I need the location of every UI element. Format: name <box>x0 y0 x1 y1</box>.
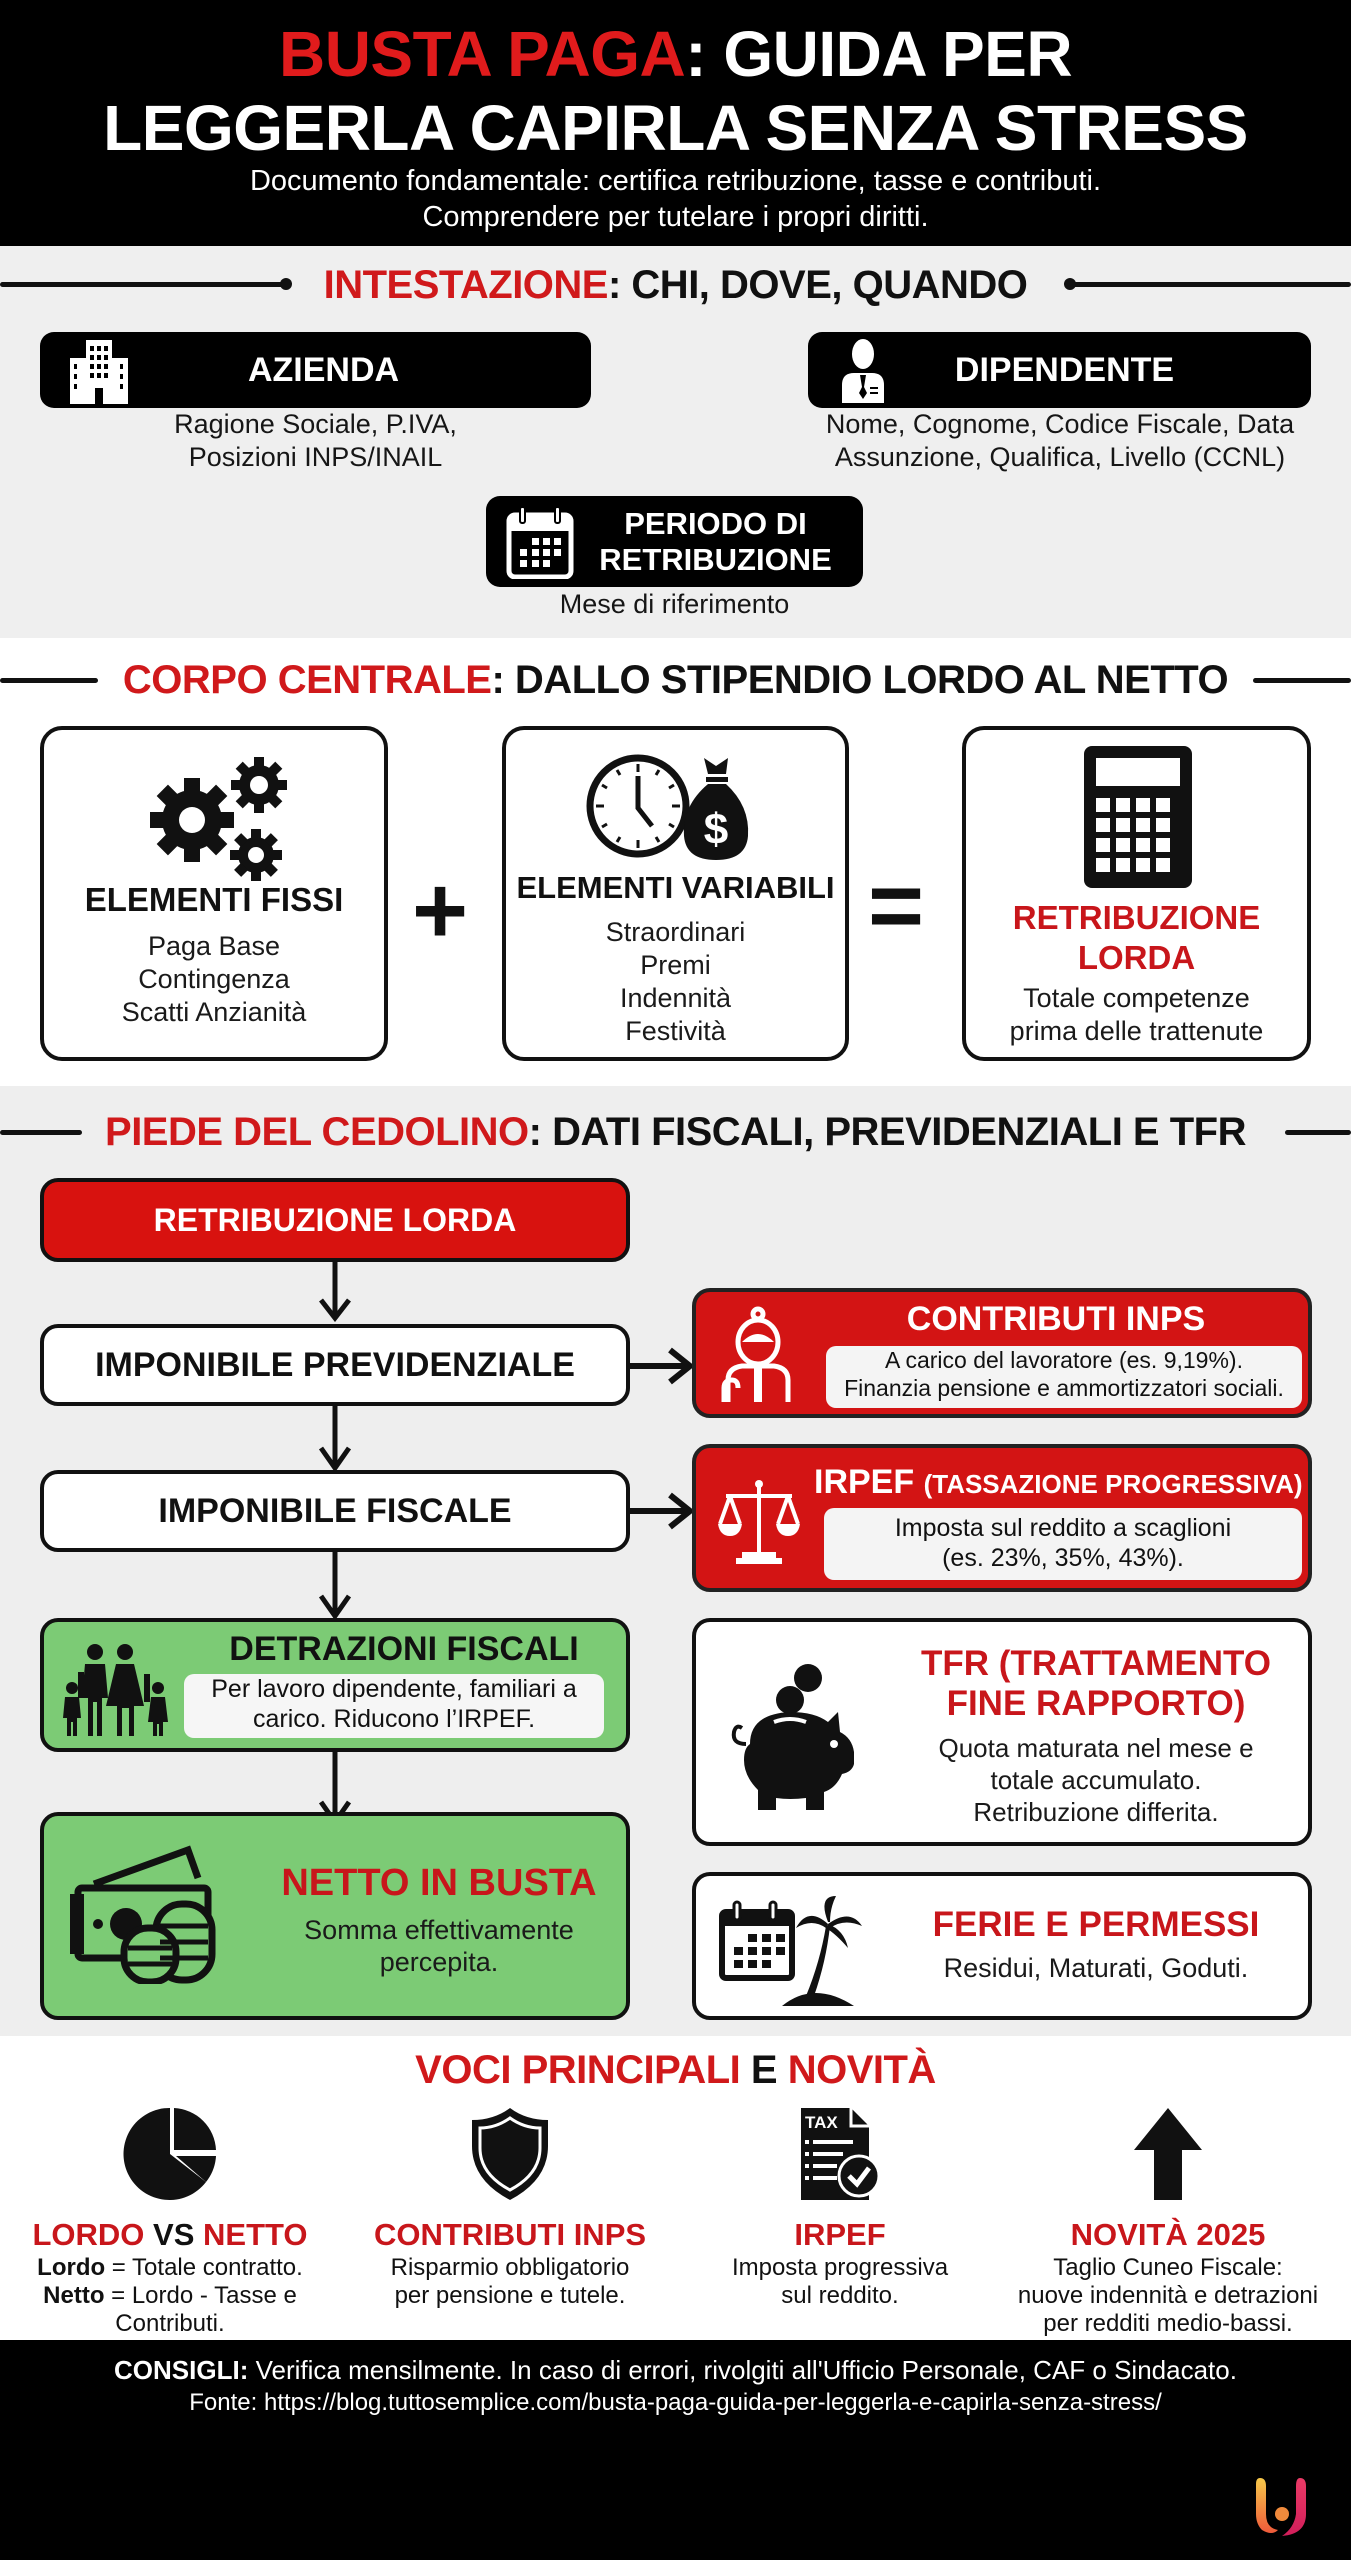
title-rest: : GUIDA PER <box>685 18 1073 90</box>
title-part: NETTO <box>203 2217 308 2252</box>
tfr-title-line2: FINE RAPPORTO) <box>946 1684 1246 1723</box>
dipendente-desc-line2: Assunzione, Qualifica, Livello (CCNL) <box>834 442 1286 472</box>
section-voci-principali <box>0 2036 1351 2340</box>
arrow-right-icon <box>630 1346 694 1386</box>
periodo-pill <box>486 496 863 587</box>
netto-title: NETTO IN BUSTA <box>281 1862 597 1904</box>
gears-icon <box>144 750 294 890</box>
elementi-fissi-list <box>44 930 384 1029</box>
dipendente-pill <box>808 332 1311 408</box>
title-part: LORDO <box>32 2217 145 2252</box>
tfr-desc-line3: Retribuzione differita. <box>973 1797 1219 1827</box>
ferie-title: FERIE E PERMESSI <box>932 1905 1260 1944</box>
tfr-desc-line1: Quota maturata nel mese e <box>938 1733 1254 1763</box>
section-title-highlight1: VOCI PRINCIPALI <box>415 2048 741 2092</box>
contributi-inps-box <box>692 1288 1312 1418</box>
irpef-desc <box>824 1508 1302 1580</box>
voce-contributi-inps <box>360 2106 660 2310</box>
section-title-highlight2: NOVITÀ <box>787 2048 936 2092</box>
retribuzione-lorda-title <box>966 898 1307 978</box>
retribuzione-lorda-title-line2: LORDA <box>1077 939 1196 976</box>
azienda-desc <box>40 408 591 474</box>
svg-text:TAX: TAX <box>805 2113 838 2132</box>
bold-term: Lordo <box>37 2254 106 2281</box>
section-title-highlight: INTESTAZIONE <box>323 263 608 307</box>
section-title <box>0 2046 1351 2094</box>
retribuzione-lorda-desc <box>966 982 1307 1048</box>
desc-line: Contributi. <box>115 2310 225 2337</box>
tax-document-icon <box>797 2106 883 2202</box>
irpef-title-main: IRPEF <box>814 1463 915 1501</box>
netto-desc-line1: Somma effettivamente <box>304 1915 574 1945</box>
page-title-line1 <box>0 18 1351 90</box>
detrazioni-desc-line1: Per lavoro dipendente, familiari a <box>211 1675 577 1703</box>
periodo-label <box>578 506 863 578</box>
voce-contributi-inps-desc <box>360 2254 660 2310</box>
flow-imponibile-fiscale: IMPONIBILE FISCALE <box>40 1470 630 1552</box>
detrazioni-desc <box>184 1674 604 1738</box>
irpef-desc-line2: (es. 23%, 35%, 43%). <box>942 1544 1184 1572</box>
contributi-inps-desc-line1: A carico del lavoratore (es. 9,19%). <box>885 1347 1243 1373</box>
desc-line <box>30 2282 310 2310</box>
tfr-title <box>896 1644 1296 1724</box>
section-intestazione <box>0 246 1351 638</box>
section-title-highlight: CORPO CENTRALE <box>122 658 492 702</box>
azienda-desc-line2: Posizioni INPS/INAIL <box>188 442 443 472</box>
list-item: Paga Base <box>147 931 281 961</box>
retribuzione-lorda-desc-line2: prima delle trattenute <box>1009 1016 1264 1046</box>
detrazioni-desc-line2: carico. Riducono l’IRPEF. <box>252 1705 536 1733</box>
footer-consigli <box>0 2354 1351 2386</box>
desc-line: Taglio Cuneo Fiscale: <box>1053 2254 1283 2281</box>
list-item: Indennità <box>619 983 732 1013</box>
family-icon <box>62 1642 172 1738</box>
tuttosemplice-logo-icon <box>1252 2474 1310 2540</box>
ferie-desc: Residui, Maturati, Goduti. <box>943 1953 1249 1983</box>
calculator-icon <box>1082 744 1194 890</box>
list-item: Contingenza <box>138 964 290 994</box>
list-item: Straordinari <box>605 917 746 947</box>
clock-moneybag-icon <box>586 744 766 864</box>
voce-lordo-netto <box>30 2106 310 2338</box>
subtitle <box>0 163 1351 235</box>
elderly-person-icon <box>714 1306 794 1404</box>
contributi-inps-title: CONTRIBUTI INPS <box>906 1300 1206 1338</box>
pie-chart-icon <box>122 2106 218 2202</box>
section-title-mid: E <box>740 2048 788 2092</box>
retribuzione-lorda-title-line1: RETRIBUZIONE <box>1012 899 1261 936</box>
section-corpo-centrale <box>0 638 1351 1086</box>
voce-novita-desc <box>1000 2254 1336 2338</box>
dipendente-desc <box>780 408 1340 474</box>
page-title-line2: LEGGERLA CAPIRLA SENZA STRESS <box>103 92 1248 164</box>
shield-icon <box>470 2106 550 2202</box>
arrow-right-icon <box>630 1491 694 1531</box>
contributi-inps-desc-line2: Finanzia pensione e ammortizzatori sociali. <box>844 1375 1284 1401</box>
voce-lordo-netto-title <box>30 2216 310 2254</box>
irpef-box <box>692 1444 1312 1592</box>
employee-icon <box>838 337 898 403</box>
piggy-bank-icon <box>720 1664 860 1814</box>
building-icon <box>66 336 146 404</box>
bold-term: Netto <box>43 2282 105 2309</box>
arrow-down-icon <box>318 1552 352 1618</box>
list-item: Scatti Anzianità <box>121 997 307 1027</box>
azienda-desc-line1: Ragione Sociale, P.IVA, <box>174 409 457 439</box>
voce-novita-title: NOVITÀ 2025 <box>1070 2217 1266 2252</box>
periodo-desc: Mese di riferimento <box>559 589 790 619</box>
consigli-label: CONSIGLI: <box>114 2355 249 2385</box>
elementi-fissi-title: ELEMENTI FISSI <box>84 881 344 918</box>
tfr-desc <box>896 1732 1296 1828</box>
contributi-inps-desc <box>826 1346 1302 1408</box>
desc-line: sul reddito. <box>781 2282 899 2309</box>
irpef-desc-line1: Imposta sul reddito a scaglioni <box>894 1514 1232 1542</box>
svg-text:$: $ <box>703 805 729 854</box>
detrazioni-title: DETRAZIONI FISCALI <box>229 1630 579 1668</box>
header <box>0 0 1351 246</box>
voce-irpef-title: IRPEF <box>794 2217 886 2252</box>
money-coins-icon <box>68 1844 238 1984</box>
footer-source-link[interactable]: Fonte: https://blog.tuttosemplice.com/busta-paga-guida-per-leggerla-e-capirla-senza-stress/ <box>189 2389 1162 2416</box>
tfr-box <box>692 1618 1312 1846</box>
desc-line: per redditi medio-bassi. <box>1043 2310 1293 2337</box>
section-title-rest: : CHI, DOVE, QUANDO <box>607 263 1028 307</box>
footer <box>0 2340 1351 2560</box>
desc-line: Risparmio obbligatorio <box>390 2254 630 2281</box>
netto-desc <box>264 1914 614 1978</box>
tfr-desc-line2: totale accumulato. <box>990 1765 1202 1795</box>
section-piede-cedolino <box>0 1086 1351 2036</box>
voce-lordo-netto-desc <box>30 2254 310 2338</box>
desc-line: per pensione e tutele. <box>394 2282 626 2309</box>
desc-line <box>30 2254 310 2282</box>
desc-line: Imposta progressiva <box>731 2254 949 2281</box>
scales-icon <box>716 1476 802 1566</box>
elementi-fissi-card <box>40 726 388 1061</box>
section-title-rest: : DATI FISCALI, PREVIDENZIALI E TFR <box>528 1110 1246 1154</box>
voce-contributi-inps-title: CONTRIBUTI INPS <box>373 2217 647 2252</box>
elementi-variabili-card <box>502 726 849 1061</box>
desc-line: nuove indennità e detrazioni <box>1017 2282 1319 2309</box>
elementi-variabili-title: ELEMENTI VARIABILI <box>516 870 835 905</box>
calendar-palm-icon <box>718 1892 868 2008</box>
section-title-highlight: PIEDE DEL CEDOLINO <box>105 1110 529 1154</box>
arrow-down-icon <box>318 1406 352 1470</box>
tfr-title-line1: TFR (TRATTAMENTO <box>921 1644 1271 1683</box>
dipendente-desc-line1: Nome, Cognome, Codice Fiscale, Data <box>825 409 1295 439</box>
list-item: Premi <box>640 950 711 980</box>
plus-operator: + <box>412 857 469 964</box>
periodo-label-line1: PERIODO DI <box>624 505 807 541</box>
arrow-down-icon <box>318 1262 352 1322</box>
retribuzione-lorda-card <box>962 726 1311 1061</box>
section-title <box>0 656 1351 704</box>
azienda-pill <box>40 332 591 408</box>
periodo-label-line2: RETRIBUZIONE <box>599 541 832 577</box>
retribuzione-lorda-desc-line1: Totale competenze <box>1023 983 1250 1013</box>
title-part: VS <box>144 2217 204 2252</box>
subtitle-line2: Comprendere per tutelare i propri diritti. <box>422 201 929 233</box>
section-title-rest: : DALLO STIPENDIO LORDO AL NETTO <box>491 658 1229 702</box>
voce-irpef <box>700 2106 980 2310</box>
list-item: Festività <box>625 1016 726 1046</box>
flow-detrazioni-fiscali <box>40 1618 630 1752</box>
azienda-label: AZIENDA <box>247 351 400 389</box>
netto-desc-line2: percepita. <box>379 1947 499 1977</box>
elementi-variabili-list <box>506 916 845 1048</box>
subtitle-line1: Documento fondamentale: certifica retribuzione, tasse e contributi. <box>249 165 1102 197</box>
consigli-text: Verifica mensilmente. In caso di errori, rivolgiti all'Ufficio Personale, CAF o Sindacato. <box>248 2355 1237 2385</box>
dipendente-label: DIPENDENTE <box>954 351 1175 389</box>
equals-operator: = <box>868 852 925 959</box>
section-title <box>0 1108 1351 1156</box>
title-highlight: BUSTA PAGA <box>278 18 686 90</box>
flow-imponibile-previdenziale: IMPONIBILE PREVIDENZIALE <box>40 1324 630 1406</box>
flow-netto-in-busta <box>40 1812 630 2020</box>
voce-irpef-desc <box>700 2254 980 2310</box>
desc-text: = Lordo - Tasse e <box>104 2282 297 2309</box>
calendar-icon <box>506 505 578 579</box>
irpef-title-sub: (TASSAZIONE PROGRESSIVA) <box>923 1469 1303 1499</box>
voce-novita-2025 <box>1000 2106 1336 2338</box>
flow-retribuzione-lorda: RETRIBUZIONE LORDA <box>40 1178 630 1262</box>
ferie-permessi-box <box>692 1872 1312 2020</box>
irpef-title <box>814 1462 1314 1504</box>
section-title <box>0 261 1351 309</box>
arrow-up-icon <box>1132 2106 1204 2202</box>
desc-text: = Totale contratto. <box>105 2254 303 2281</box>
